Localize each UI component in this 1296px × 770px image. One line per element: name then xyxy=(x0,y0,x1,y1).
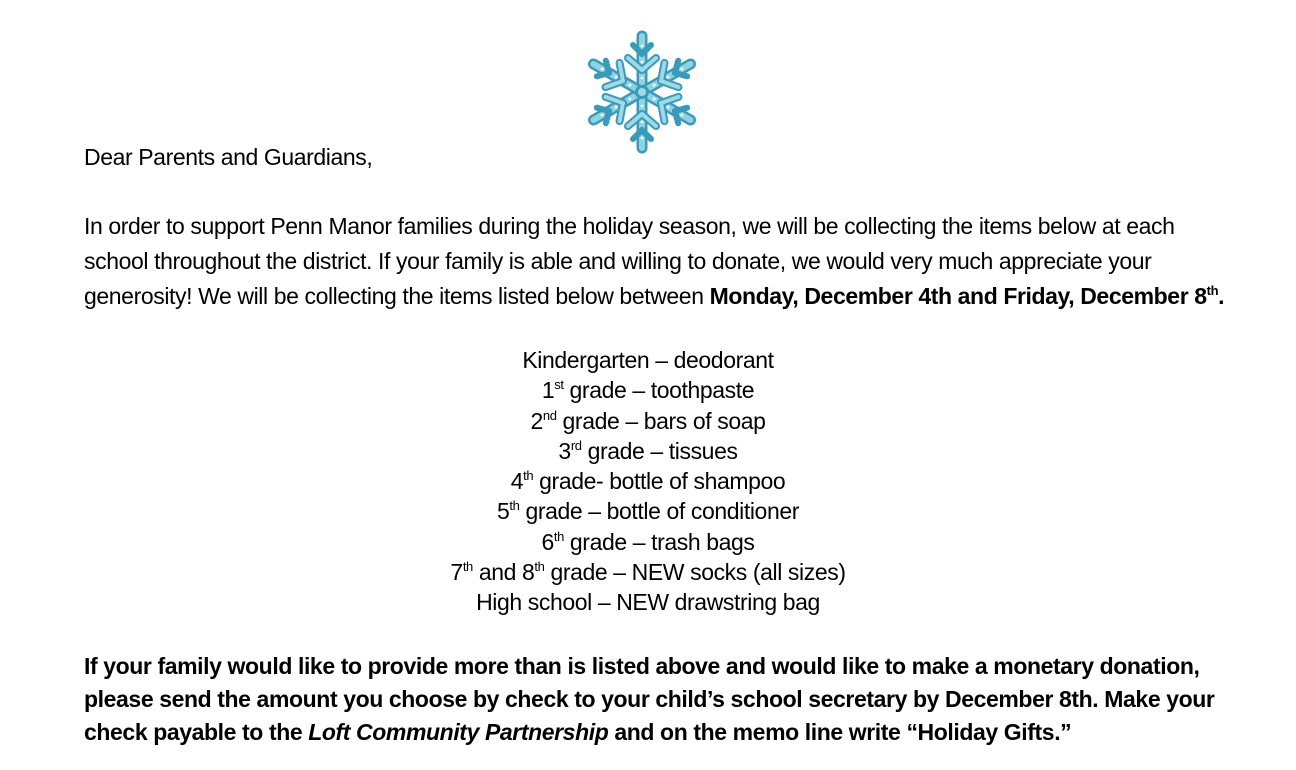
list-item: 4th grade- bottle of shampoo xyxy=(510,468,786,495)
intro-line-1: In order to support Penn Manor families during the holiday season, we will be collecting the items below at each xyxy=(84,213,1175,239)
greeting: Dear Parents and Guardians, xyxy=(84,144,373,170)
list-item: 7th and 8th grade – NEW socks (all sizes) xyxy=(450,559,846,586)
list-item: 6th grade – trash bags xyxy=(541,528,755,555)
closing-paragraph xyxy=(84,650,1244,749)
intro-paragraph xyxy=(84,209,1244,314)
list-item: High school – NEW drawstring bag xyxy=(476,589,820,616)
intro-line-2: school throughout the district. If your family is able and willing to donate, we would very much appreciate your xyxy=(84,248,1152,274)
list-item: 1st grade – toothpaste xyxy=(541,377,755,404)
list-item: 2nd grade – bars of soap xyxy=(530,407,766,434)
payee-name: Loft Community Partnership xyxy=(308,719,609,745)
list-item: 5th grade – bottle of conditioner xyxy=(497,498,799,525)
intro-line-3-text: generosity! We will be collecting the items listed below between xyxy=(84,283,710,309)
closing-line-3: check payable to the Loft Community Partnership and on the memo line write “Holiday Gifts.” xyxy=(84,719,1072,745)
collection-dates: Monday, December 4th and Friday, December 8th. xyxy=(709,283,1225,309)
snowflake-icon xyxy=(571,28,713,156)
closing-line-1: If your family would like to provide more than is listed above and would like to make a monetary donation, xyxy=(84,653,1200,679)
closing-line-2: please send the amount you choose by check to your child’s school secretary by December 8th. Make your xyxy=(84,686,1215,712)
list-item: 3rd grade – tissues xyxy=(558,437,738,464)
grade-items-list xyxy=(0,345,1296,618)
intro-line-3 xyxy=(84,279,1244,314)
list-item: Kindergarten – deodorant xyxy=(522,347,774,373)
